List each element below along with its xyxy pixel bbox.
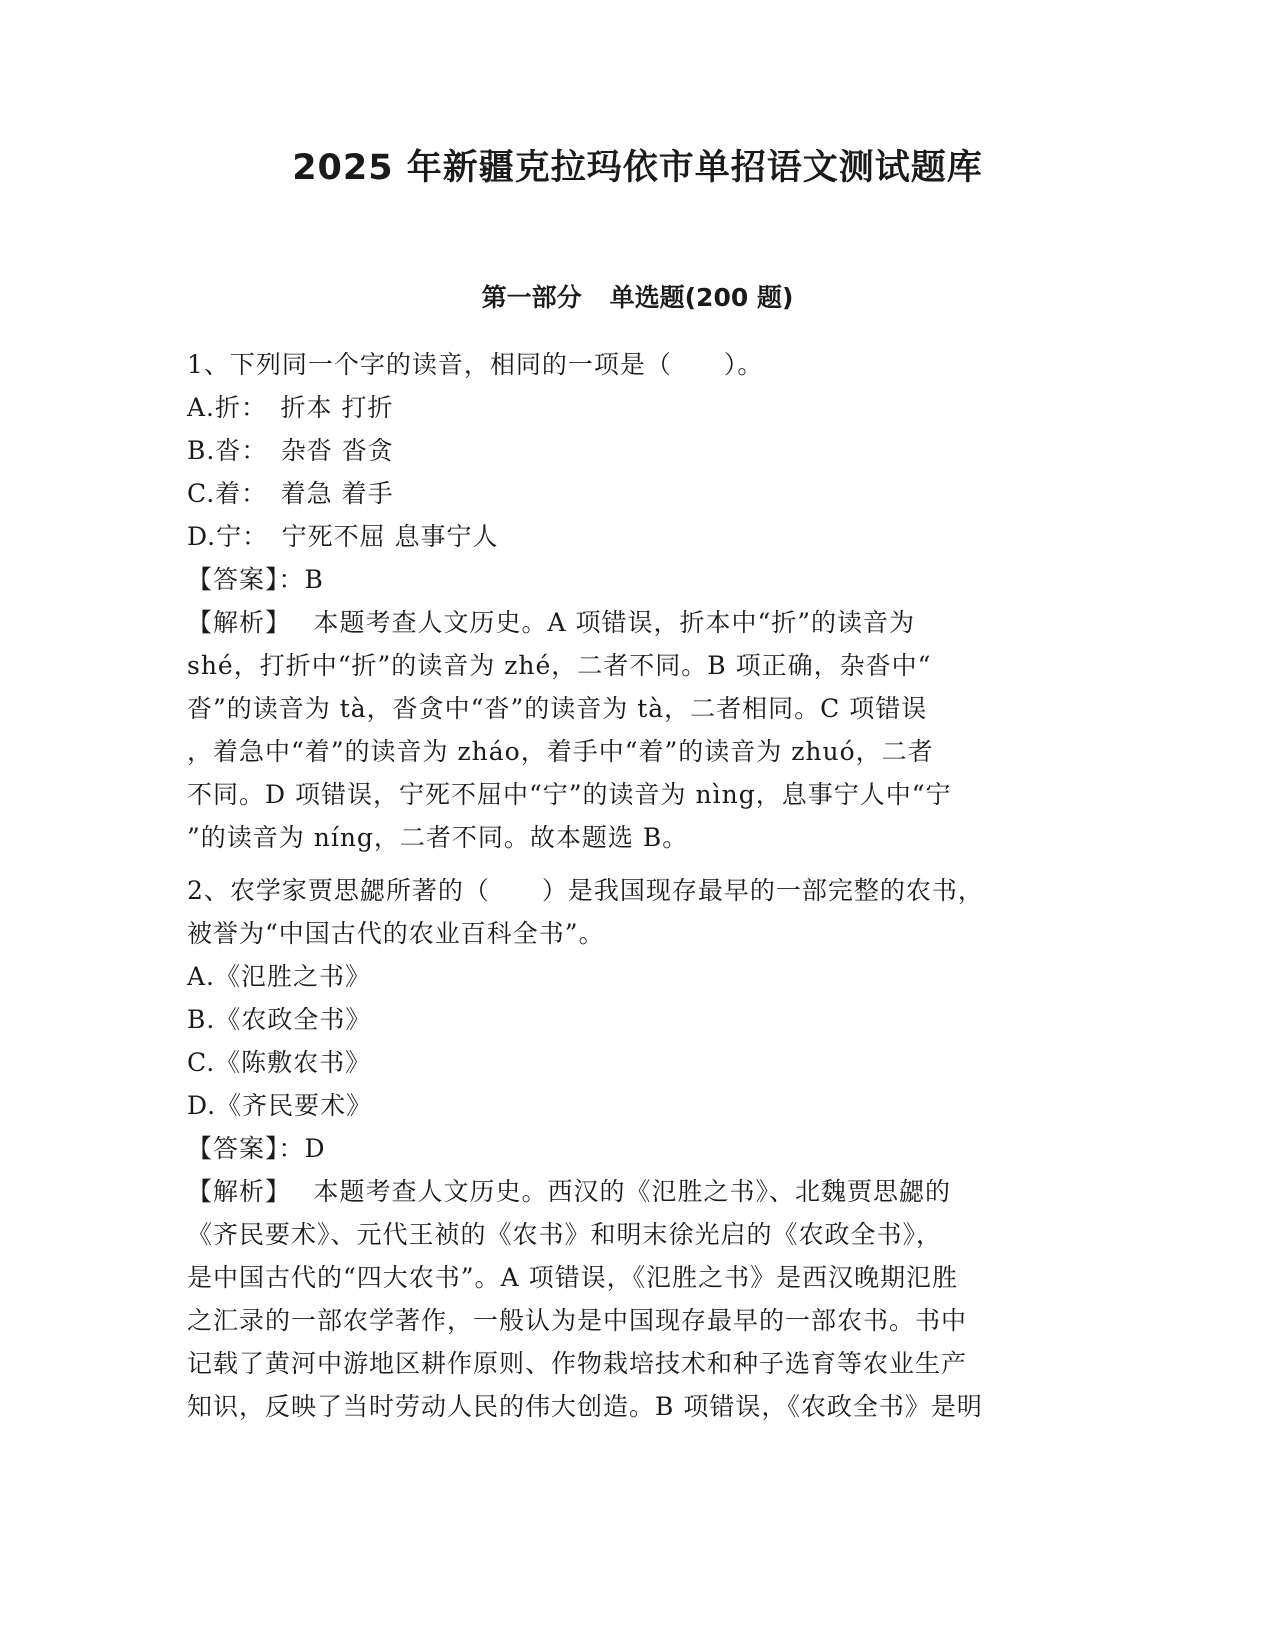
- option-d: D.宁： 宁死不屈 息事宁人: [187, 522, 499, 551]
- analysis-line: 【解析】 本题考查人文历史。A 项错误，折本中“折”的读音为: [187, 608, 916, 637]
- analysis-line: 是中国古代的“四大农书”。A 项错误，《氾胜之书》是西汉晚期氾胜: [187, 1263, 959, 1292]
- analysis-line: 之汇录的一部农学著作，一般认为是中国现存最早的一部农书。书中: [187, 1306, 968, 1335]
- question-1: [187, 343, 1087, 859]
- analysis-line: 《齐民要术》、元代王祯的《农书》和明末徐光启的《农政全书》，: [187, 1220, 943, 1249]
- analysis-line: ”的读音为 níng，二者不同。故本题选 B。: [187, 823, 689, 852]
- document-title: 2025 年新疆克拉玛依市单招语文测试题库: [292, 148, 983, 188]
- option-c: C.着： 着急 着手: [187, 479, 394, 508]
- option-b: B.《农政全书》: [187, 1005, 372, 1034]
- option-d: D.《齐民要术》: [187, 1091, 373, 1120]
- analysis-line: ，着急中“着”的读音为 zháo，着手中“着”的读音为 zhuó，二者: [187, 737, 934, 766]
- option-b: B.沓： 杂沓 沓贪: [187, 436, 394, 465]
- analysis-line: 知识，反映了当时劳动人民的伟大创造。B 项错误，《农政全书》是明: [187, 1392, 983, 1421]
- section-heading: [0, 278, 1275, 314]
- question-stem: 1、下列同一个字的读音，相同的一项是（ ）。: [187, 350, 764, 379]
- analysis-line: 【解析】 本题考查人文历史。西汉的《氾胜之书》、北魏贾思勰的: [187, 1177, 951, 1206]
- question-list: [187, 343, 1087, 1428]
- analysis-line: shé，打折中“折”的读音为 zhé，二者不同。B 项正确，杂沓中“: [187, 651, 932, 680]
- option-a: A.《氾胜之书》: [187, 962, 372, 991]
- section-label: 单选题(200 题): [609, 283, 794, 312]
- question-2: [187, 869, 1087, 1428]
- option-c: C.《陈敷农书》: [187, 1048, 372, 1077]
- question-stem: 2、农学家贾思勰所著的（ ）是我国现存最早的一部完整的农书，: [187, 876, 984, 905]
- analysis-line: 记载了黄河中游地区耕作原则、作物栽培技术和种子选育等农业生产: [187, 1349, 968, 1378]
- analysis-line: 不同。D 项错误，宁死不屈中“宁”的读音为 nìng，息事宁人中“宁: [187, 780, 952, 809]
- answer-line: 【答案】：D: [187, 1134, 326, 1163]
- section-name: 第一部分: [481, 283, 582, 312]
- answer-line: 【答案】：B: [187, 565, 324, 594]
- question-stem: 被誉为“中国古代的农业百科全书”。: [187, 919, 605, 948]
- analysis-line: 沓”的读音为 tà，沓贪中“沓”的读音为 tà，二者相同。C 项错误: [187, 694, 928, 723]
- option-a: A.折： 折本 打折: [187, 393, 394, 422]
